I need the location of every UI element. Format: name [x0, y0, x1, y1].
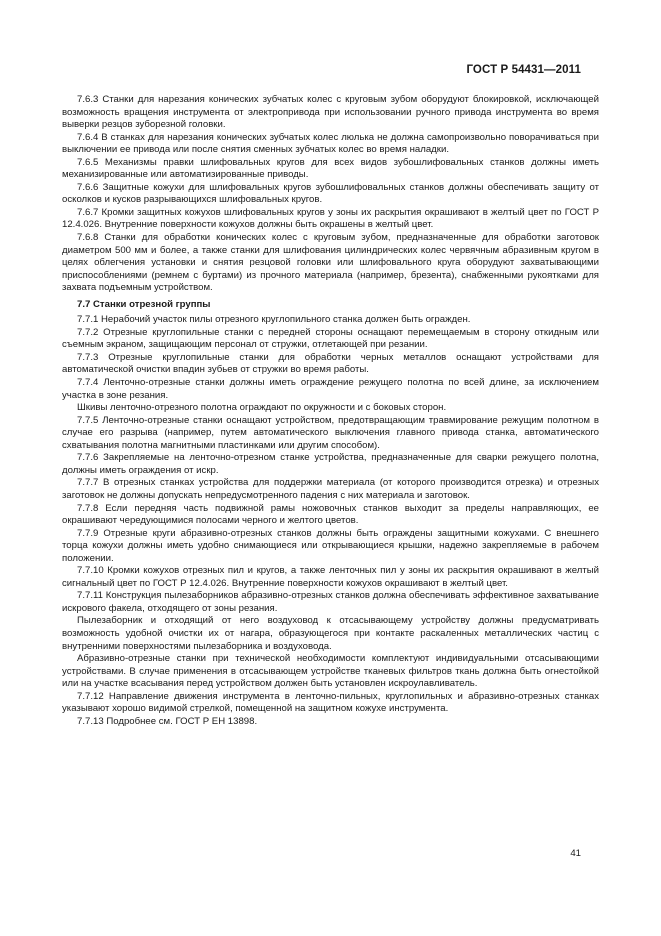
paragraph-7-7-7: 7.7.7 В отрезных станках устройства для поддержки материала (от которого производится отрезка) и отрезных заготовок не должны допускать непредусмотренного падения с них материала и заготовок.: [62, 477, 599, 501]
paragraph-7-6-8: 7.6.8 Станки для обработки конических колес с круговым зубом, предназначенные для обработки заготовок диаметром 500 мм и более, а также станки для шлифования цилиндрических колес червячным абразивным кругом в целях облегчения установки и снятия резцовой головки или шлифовального круга оборудуют захватывающими приспособлениями (ремнем с буртами) из прочного материала (например, брезента), снабженными рукоятками для захвата подъемным устройством.: [62, 232, 599, 294]
paragraph-7-7-11: 7.7.11 Конструкция пылезаборников абразивно-отрезных станков должна обеспечивать эффективное захватывание искрового факела, отходящего от зоны резания.: [62, 590, 599, 614]
paragraph-dust-collector: Пылезаборник и отходящий от него воздуховод к отсасывающему устройству должны предусматривать возможность удобной очистки их от нагара, образующегося при контакте раскаленных металлических частиц с внутренними поверхностями пылезаборника и воздуховода.: [62, 615, 599, 652]
paragraph-7-6-6: 7.6.6 Защитные кожухи для шлифовальных кругов зубошлифовальных станков должны обеспечивать защиту от осколков и кусков разрывающихся шлифовальных кругов.: [62, 181, 599, 206]
page-number: 41: [570, 848, 581, 859]
paragraph-7-7-12: 7.7.12 Направление движения инструмента в ленточно-пильных, круглопильных и абразивно-отрезных станках указывают хорошо видимой стрелкой, помещенной на защитном кожухе инструмента.: [62, 690, 599, 715]
paragraph-7-7-3: 7.7.3 Отрезные круглопильные станки для обработки черных металлов оснащают устройствами для автоматической очистки впадин зубьев от стружки во время работы.: [62, 351, 599, 376]
paragraph-pulleys: Шкивы ленточно-отрезного полотна ограждают по окружности и с боковых сторон.: [77, 402, 447, 414]
paragraph-7-6-7: 7.6.7 Кромки защитных кожухов шлифовальных кругов у зоны их раскрытия окрашивают в желтый цвет по ГОСТ Р 12.4.026. Внутренние поверхности кожухов должны быть окрашены в желтый цвет.: [62, 206, 599, 231]
paragraph-7-7-8: 7.7.8 Если передняя часть подвижной рамы ножовочных станков выходит за пределы направляющих, ее окрашивают чередующимися полосами черного и желтого цветов.: [62, 502, 599, 527]
section-title-7-7: 7.7 Станки отрезной группы: [77, 298, 211, 310]
paragraph-7-6-4: 7.6.4 В станках для нарезания конических зубчатых колес люлька не должна самопроизвольно поворачиваться при выключении ее привода или после снятия сменных зубчатых колес во время наладки.: [62, 131, 599, 156]
document-body: [62, 94, 599, 728]
paragraph-7-7-10: 7.7.10 Кромки кожухов отрезных пил и кругов, а также ленточных пил у зоны их раскрытия окрашивают в желтый сигнальный цвет по ГОСТ Р 12.4.026. Внутренние поверхности кожухов окрашивают в желтый цвет.: [62, 565, 599, 589]
paragraph-abrasive-machines: Абразивно-отрезные станки при технической необходимости комплектуют индивидуальными отсасывающими устройствами. В случае применения в отсасывающем устройстве тканевых фильтров ткань должна быть огнестойкой или на участке всасывания перед устройством должен быть установлен искроулавливатель.: [62, 653, 599, 690]
paragraph-7-7-13: 7.7.13 Подробнее см. ГОСТ Р ЕН 13898.: [77, 715, 258, 727]
paragraph-7-7-4: 7.7.4 Ленточно-отрезные станки должны иметь ограждение режущего полотна по всей длине, за исключением участка в зоне резания.: [62, 377, 599, 401]
paragraph-7-6-3: 7.6.3 Станки для нарезания конических зубчатых колес с круговым зубом оборудуют блокировкой, исключающей возможность вращения инструмента от электропривода при использовании ручного привода инструмента во время выверки резцов зуборезной головки.: [62, 94, 599, 131]
paragraph-7-7-1: 7.7.1 Нерабочий участок пилы отрезного круглопильного станка должен быть огражден.: [77, 314, 471, 326]
document-id-header: ГОСТ Р 54431—2011: [466, 64, 581, 76]
paragraph-7-6-5: 7.6.5 Механизмы правки шлифовальных кругов для всех видов зубошлифовальных станков должны иметь механизированные или автоматизированные приводы.: [62, 156, 599, 181]
paragraph-7-7-6: 7.7.6 Закрепляемые на ленточно-отрезном станке устройства, предназначенные для сварки режущего полотна, должны иметь ограждения от искр.: [62, 452, 599, 476]
paragraph-7-7-9: 7.7.9 Отрезные круги абразивно-отрезных станков должны быть ограждены защитными кожухами. С внешнего торца кожухи должны иметь удобно снимающиеся или открывающиеся крышки, надежно закрепляемые в рабочем положении.: [62, 527, 599, 564]
paragraph-7-7-2: 7.7.2 Отрезные круглопильные станки с передней стороны оснащают перемещаемым в сторону откидным или съемным экраном, защищающим персонал от стружки, отлетающей при резании.: [62, 326, 599, 351]
paragraph-7-7-5: 7.7.5 Ленточно-отрезные станки оснащают устройством, предотвращающим травмирование режущим полотном в случае его разрыва (например, путем автоматического выключения главного привода станка, автоматического схватывания полотна магнитными пластинками или другим способом).: [62, 414, 599, 451]
